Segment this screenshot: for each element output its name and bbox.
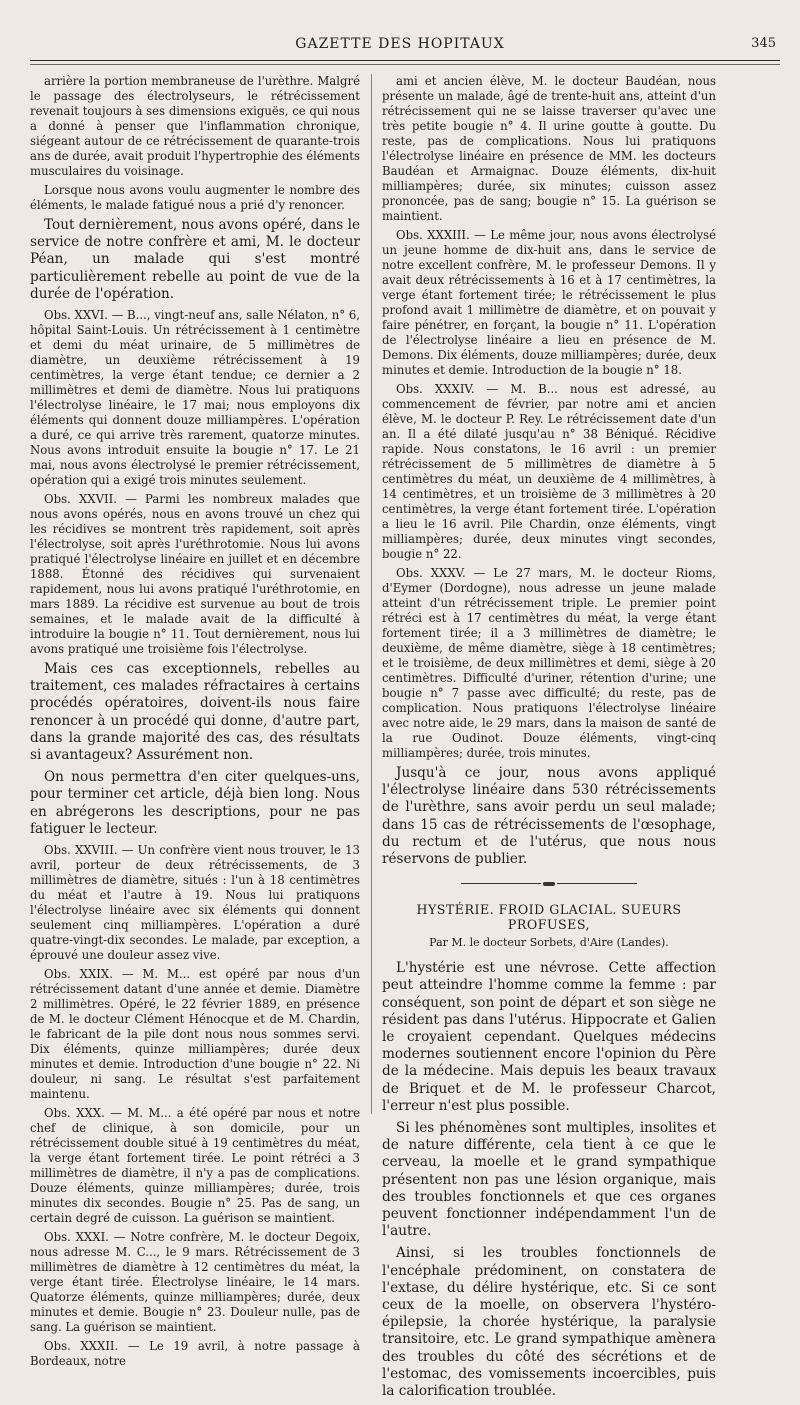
paragraph: Tout dernièrement, nous avons opéré, dans le service de notre confrère et ami, M. le docteur Péan, un malade qui s'est montré particulièrement rebelle au point de vue de la durée de l'opération. [30,217,360,302]
paragraph: Obs. XXVII. — Parmi les nombreux malades que nous avons opérés, nous en avons trouvé un chez qui les récidives se montrent très rapidement, soit après l'électrolyse, soit après l'uréthrotomie. Nous lui avons pratiqué l'électrolyse linéaire en juillet et en décembre 1888. Étonné des récidives qui survenaient rapidement, nous lui avons pratiqué l'uréthrotomie, en mars 1889. La récidive est survenue au bout de trois semaines, et le malade avait de la difficulté à introduire la bougie n° 11. Tout dernièrement, nous lui avons pratiqué une troisième fois l'électrolyse. [30,492,360,657]
paragraph: Obs. XXIX. — M. M... est opéré par nous d'un rétrécissement datant d'une année et demie. Diamètre 2 millimètres. Opéré, le 22 février 1889, en présence de M. le docteur Clément Hénocque et de M. Chardin, le fabricant de la pile dont nous nous sommes servi. Dix éléments, quinze milliampères; durée deux minutes et demie. Introduction d'une bougie n° 22. Ni douleur, ni sang. Le résultat s'est parfaitement maintenu. [30,967,360,1102]
running-title: GAZETTE DES HOPITAUX [295,36,505,52]
paragraph: Obs. XXVI. — B..., vingt-neuf ans, salle Nélaton, n° 6, hôpital Saint-Louis. Un rétrécissement à 1 centimètre et demi du méat urinaire, de 5 millimètres de diamètre, un deuxième rétrécissement à 19 centimètres, la verge étant tendue; ce dernier a 2 millimètres et demi de diamètre. Nous lui pratiquons l'électrolyse linéaire, le 17 mai; nous employons dix éléments qui donnent douze milliampères. L'opération a duré, ce qui arrive très rarement, quatorze minutes. Nous avons introduit ensuite la bougie n° 17. Le 21 mai, nous avons électrolysé le premier rétrécissement, opération qui a exigé trois minutes seulement. [30,308,360,488]
paragraph: Obs. XXX. — M. M... a été opéré par nous et notre chef de clinique, à son domicile, pour un rétrécissement double situé à 19 centimètres du méat, la verge étant fortement tirée. Le point rétréci a 3 millimètres de diamètre, il n'y a pas de complications. Douze éléments, quinze milliampères; durée, trois minutes dix secondes. Bougie n° 25. Pas de sang, un certain degré de cuisson. La guérison se maintient. [30,1106,360,1226]
paragraph: Obs. XXXI. — Notre confrère, M. le docteur Degoix, nous adresse M. C..., le 9 mars. Rétrécissement de 3 millimètres de diamètre à 12 centimètres du méat, la verge étant tirée. Électrolyse linéaire, le 14 mars. Quatorze éléments, quinze milliampères; durée, deux minutes et demie. Bougie n° 23. Douleur nulle, pas de sang. La guérison se maintient. [30,1230,360,1335]
page-header [0,34,800,54]
right-column [382,74,716,1405]
page-number: 345 [751,36,776,51]
article-title: HYSTÉRIE. FROID GLACIAL. SUEURS PROFUSES, [416,901,682,933]
paragraph: Obs. XXVIII. — Un confrère vient nous trouver, le 13 avril, porteur de deux rétrécissements, de 3 millimètres de diamètre, situés : l'un à 18 centimètres du méat et l'autre à 19. Nous lui pratiquons l'électrolyse linéaire avec six éléments qui donnent seulement cinq milliampères. L'opération a duré quatre-vingt-dix secondes. Le malade, par exception, a éprouvé une douleur assez vive. [30,843,360,963]
paragraph: Mais ces cas exceptionnels, rebelles au traitement, ces malades réfractaires à certains procédés opératoires, doivent-ils nous faire renoncer à un procédé qui donne, d'autre part, dans la grande majorité des cas, des résultats si avantageux? Assurément non. [30,661,360,764]
article-body [382,960,716,1400]
paragraph: Obs. XXXIII. — Le même jour, nous avons électrolysé un jeune homme de dix-huit ans, dans le service de notre excellent confrère, M. le professeur Demons. Il y avait deux rétrécissements à 16 et à 17 centimètres, la verge étant fortement tirée; le rétrécissement le plus profond avait 1 millimètre de diamètre, et on pouvait y faire pénétrer, en forçant, la bougie n° 11. L'opération de l'électrolyse linéaire a lieu en présence de M. Demons. Dix éléments, douze milliampères; durée, deux minutes et demie. Introduction de la bougie n° 18. [382,228,716,377]
ornament-line [557,883,637,884]
paragraph: Jusqu'à ce jour, nous avons appliqué l'électrolyse linéaire dans 530 rétrécissements de l'urèthre, sans avoir perdu un seul malade; dans 15 cas de rétrécissements de l'œsophage, du rectum et de l'utérus, que nous nous réservons de publier. [382,765,716,868]
ornament-line [461,883,541,884]
section-ornament [382,876,716,892]
right-column-observations [382,74,716,868]
article-byline: Par M. le docteur Sorbets, d'Aire (Landes). [429,935,669,949]
paragraph: L'hystérie est une névrose. Cette affection peut atteindre l'homme comme la femme : par conséquent, son point de départ et son siège ne résident pas dans l'utérus. Hippocrate et Galien le croyaient cependant. Quelques médecins modernes soutiennent encore l'opinion du Père de la médecine. Mais depuis les beaux travaux de Briquet et de M. le professeur Charcot, l'erreur n'est plus possible. [382,960,716,1114]
paragraph: Obs. XXXV. — Le 27 mars, M. le docteur Rioms, d'Eymer (Dordogne), nous adresse un jeune malade atteint d'un rétrécissement triple. Le premier point rétréci est à 17 centimètres du méat, la verge étant fortement tirée; il a 3 millimètres de diamètre; le deuxième, de même diamètre, siège à 18 centimètres; et le troisième, de deux millimètres et demi, siège à 20 centimètres. Difficulté d'uriner, rétention d'urine; une bougie n° 7 passe avec difficulté; du reste, pas de complication. Nous pratiquons l'électrolyse linéaire avec notre aide, le 29 mars, dans la maison de santé de la rue Oudinot. Douze éléments, vingt-cinq milliampères; durée, trois minutes. [382,566,716,760]
paragraph: arrière la portion membraneuse de l'urèthre. Malgré le passage des électrolyseurs, le rétrécissement revenait toujours à ses dimensions exiguës, ce qui nous a donné à penser que l'inflammation chronique, siégeant autour de ce rétrécissement de quarante-trois ans de durée, avait produit l'hypertrophie des éléments musculaires du voisinage. [30,74,360,178]
left-column [30,74,360,1373]
header-rule [30,60,780,61]
paragraph: Ainsi, si les troubles fonctionnels de l'encéphale prédominent, on constatera de l'extase, du délire hystérique, etc. Si ce sont ceux de la moelle, on observera l'hystéro-épilepsie, la chorée hystérique, la paralysie transitoire, etc. Le grand sympathique amènera des troubles du côté des sécrétions et de l'estomac, des vomissements incoercibles, puis la calorification troublée. [382,1245,716,1400]
paragraph: Obs. XXXII. — Le 19 avril, à notre passage à Bordeaux, notre [30,1339,360,1369]
paragraph: Lorsque nous avons voulu augmenter le nombre des éléments, le malade fatigué nous a prié d'y renoncer. [30,183,360,212]
paragraph: Si les phénomènes sont multiples, insolites et de nature différente, cela tient à ce que le cerveau, la moelle et le grand sympathique présentent non pas une lésion organique, mais des troubles fonctionnels et que ces organes peuvent fonctionner indépendamment l'un de l'autre. [382,1120,716,1240]
paragraph: ami et ancien élève, M. le docteur Baudéan, nous présente un malade, âgé de trente-huit ans, atteint d'un rétrécissement qui ne se laisse traverser qu'avec une très petite bougie n° 4. Il urine goutte à goutte. Du reste, pas de complications. Nous lui pratiquons l'électrolyse linéaire en présence de MM. les docteurs Baudéan et Armaignac. Douze éléments, dix-huit milliampères; durée, six minutes; cuisson assez prononcée, pas de sang; bougie n° 15. La guérison se maintient. [382,74,716,223]
paragraph: Obs. XXXIV. — M. B... nous est adressé, au commencement de février, par notre ami et ancien élève, M. le docteur P. Rey. Le rétrécissement date d'un an. Il a été dilaté jusqu'au n° 38 Béniqué. Récidive rapide. Nous constatons, le 16 avril : un premier rétrécissement de 5 millimètres de diamètre à 5 centimètres du méat, un deuxième de 4 millimètres, à 14 centimètres, et un troisième de 3 millimètres à 20 centimètres, la verge étant fortement tirée. L'opération a lieu le 16 avril. Pile Chardin, onze éléments, vingt milliampères; durée, deux minutes vingt secondes, bougie n° 22. [382,382,716,561]
header-rule-thin [30,64,780,65]
paragraph: On nous permettra d'en citer quelques-uns, pour terminer cet article, déjà bien long. Nous en abrégerons les descriptions, pour ne pas fatiguer le lecteur. [30,769,360,837]
ornament-dot [543,882,555,886]
column-divider [371,74,372,1114]
